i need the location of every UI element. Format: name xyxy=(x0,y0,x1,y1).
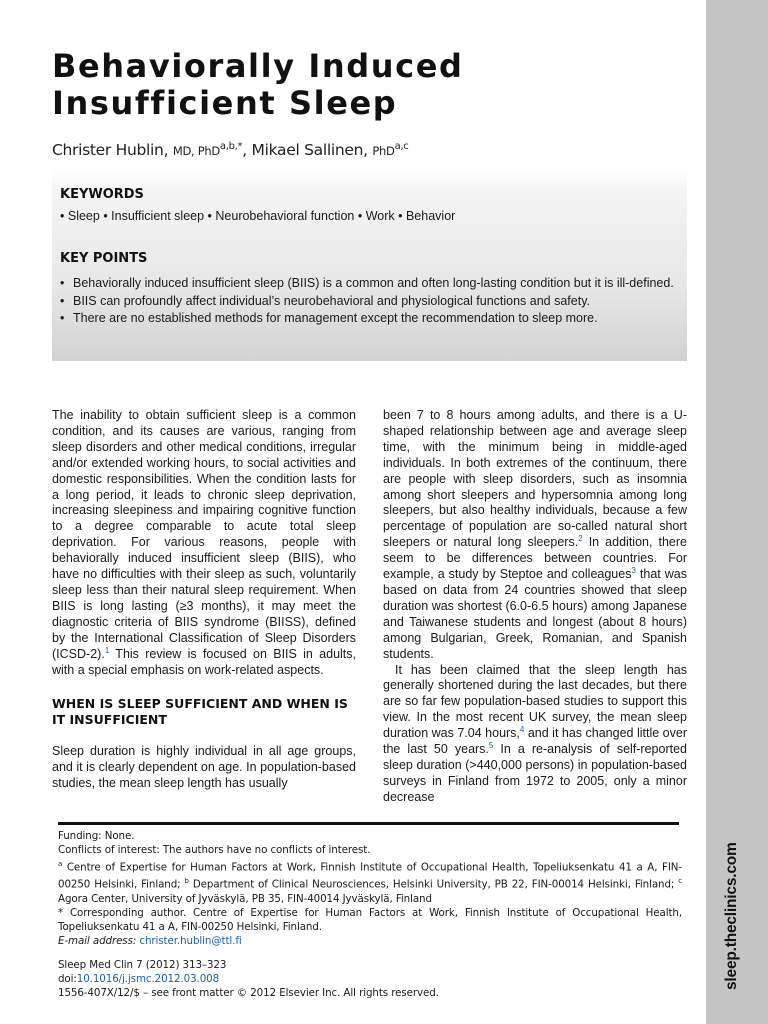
key-point: • Behaviorally induced insufficient sleep (BIIS) is a common and often long-lasting condition but it is ill-defined. xyxy=(60,276,680,291)
keyword: Behavior xyxy=(405,209,456,223)
body-column-left xyxy=(52,408,356,792)
reference-link[interactable]: 5 xyxy=(488,740,494,750)
author-2-name: Mikael Sallinen, xyxy=(251,141,368,160)
keywords-heading: KEYWORDS xyxy=(60,187,144,202)
section-paragraph: Sleep duration is highly individual in all age groups, and it is clearly dependent on age. In population-based studies, the mean sleep length has usually xyxy=(52,744,356,791)
affiliations: $^a$ Centre of Expertise for Human Factors at Work, Finnish Institute of Occupational Health, Topeliuksenkatu 41 a A, FIN-00250 Helsinki, Finland; $^b$ Department of Clinical Neurosciences, Helsinki University, PB 22, FIN-00014 Helsinki, Finland; $^c$ Agora Center, University of Jyväskylä, PB 35, FIN-40014 Jyväskylä, Finland xyxy=(58,860,683,905)
keyword: Neurobehavioral function xyxy=(215,209,355,223)
corresponding-author: * Corresponding author. Centre of Expertise for Human Factors at Work, Finnish Institute of Occupational Health, Topeliuksenkatu 41 a A, FIN-00250 Helsinki, Finland. xyxy=(58,906,682,933)
author-list: Christer Hublin, MD, PhD$^{a,b,*}$, Mikael Sallinen, PhD$^{a,c}$ xyxy=(52,141,409,160)
article-title xyxy=(52,48,464,122)
section-heading: WHEN IS SLEEP SUFFICIENT AND WHEN IS IT INSUFFICIENT xyxy=(52,696,348,727)
email-link[interactable]: christer.hublin@ttl.fi xyxy=(139,934,242,947)
title-line-1: Behaviorally Induced xyxy=(52,47,464,85)
author-2-degree: PhD xyxy=(372,144,395,159)
doi-line: doi:10.1016/j.jsmc.2012.03.008 xyxy=(58,972,220,985)
key-point: • There are no established methods for management except the recommendation to sleep more. xyxy=(60,311,680,326)
email-line: E-mail address: christer.hublin@ttl.fi xyxy=(58,934,242,947)
journal-url[interactable]: sleep.theclinics.com xyxy=(723,842,740,990)
key-point: • BIIS can profoundly affect individual’s neurobehavioral and physiological functions and safety. xyxy=(60,294,680,309)
reference-link[interactable]: 4 xyxy=(519,724,525,734)
footnotes xyxy=(58,829,682,1000)
body-column-right xyxy=(383,408,687,806)
reference-link[interactable]: 1 xyxy=(104,645,110,655)
author-1-name: Christer Hublin, xyxy=(52,141,169,160)
footnote-divider xyxy=(58,822,679,825)
title-line-2: Insufficient Sleep xyxy=(52,84,398,122)
keywords-list: • Sleep • Insufficient sleep • Neurobehavioral function • Work • Behavior xyxy=(60,209,456,223)
citation-block xyxy=(58,958,682,1000)
keyword: Sleep xyxy=(67,209,100,223)
issn-line: 1556-407X/12/$ – see front matter © 2012 Elsevier Inc. All rights reserved. xyxy=(58,986,439,999)
reference-link[interactable]: 3 xyxy=(631,565,636,575)
author-1-affiliations: a,b,* xyxy=(219,141,243,152)
funding-note: Funding: None. xyxy=(58,830,135,842)
keyword: Work xyxy=(365,209,395,223)
journal-citation: Sleep Med Clin 7 (2012) 313–323 xyxy=(58,958,227,971)
doi-link[interactable]: 10.1016/j.jsmc.2012.03.008 xyxy=(76,972,220,985)
key-points-list xyxy=(60,276,680,329)
author-1-degree: MD, PhD xyxy=(172,144,220,159)
intro-paragraph: The inability to obtain sufficient sleep is a common condition, and its causes are various, ranging from sleep disorders and other medical conditions, irregular and/or extended working hours, to social activities and domestic responsibilities. When the condition lasts for a long period, it leads to chronic sleep deprivation, increasing sleepiness and impairing cognitive function to a degree comparable to acute total sleep deprivation. For various reasons, people with behaviorally induced insufficient sleep (BIIS), who have no difficulties with their sleep as such, voluntarily sleep less than their natural sleep requirement. When BIIS is long lasting (≥3 months), it may meet the diagnostic criteria of BIIS syndrome (BIISS), defined by the International Classification of Sleep Disorders (ICSD-2).$^1$ This review is focused on BIIS in adults, with a special emphasis on work-related aspects. xyxy=(52,408,356,677)
body-paragraph: been 7 to 8 hours among adults, and there is a U-shaped relationship between age and average sleep time, with the minimum being in middle-aged individuals. In both extremes of the continuum, there are people with sleep disorders, such as insomnia among short sleepers and hypersomnia among long sleepers, but also healthy individuals, because a few percentage of population are so-called natural short sleepers or natural long sleepers.$^2$ In addition, there seem to be differences between countries. For example, a study by Steptoe and colleagues$^3$ that was based on data from 24 countries showed that sleep duration was shortest (6.0-6.5 hours) among Japanese and Taiwanese students and longest (about 8 hours) among Bulgarian, Greek, Romanian, and Spanish students. xyxy=(383,408,687,661)
key-points-heading: KEY POINTS xyxy=(60,251,148,266)
keyword: Insufficient sleep xyxy=(111,209,205,223)
body-paragraph: It has been claimed that the sleep length has generally shortened during the last decades, but there are so far few population-based studies to support this view. In the most recent UK survey, the mean sleep duration was 7.04 hours,$^4$ and it has changed little over the last 50 years.$^5$ In a re-analysis of self-reported sleep duration (>440,000 persons) in population-based surveys in Finland from 1972 to 2005, only a minor decrease xyxy=(383,662,687,804)
conflicts-note: Conflicts of interest: The authors have no conflicts of interest. xyxy=(58,844,371,856)
reference-link[interactable]: 2 xyxy=(578,534,583,544)
author-2-affiliations: a,c xyxy=(394,141,409,152)
